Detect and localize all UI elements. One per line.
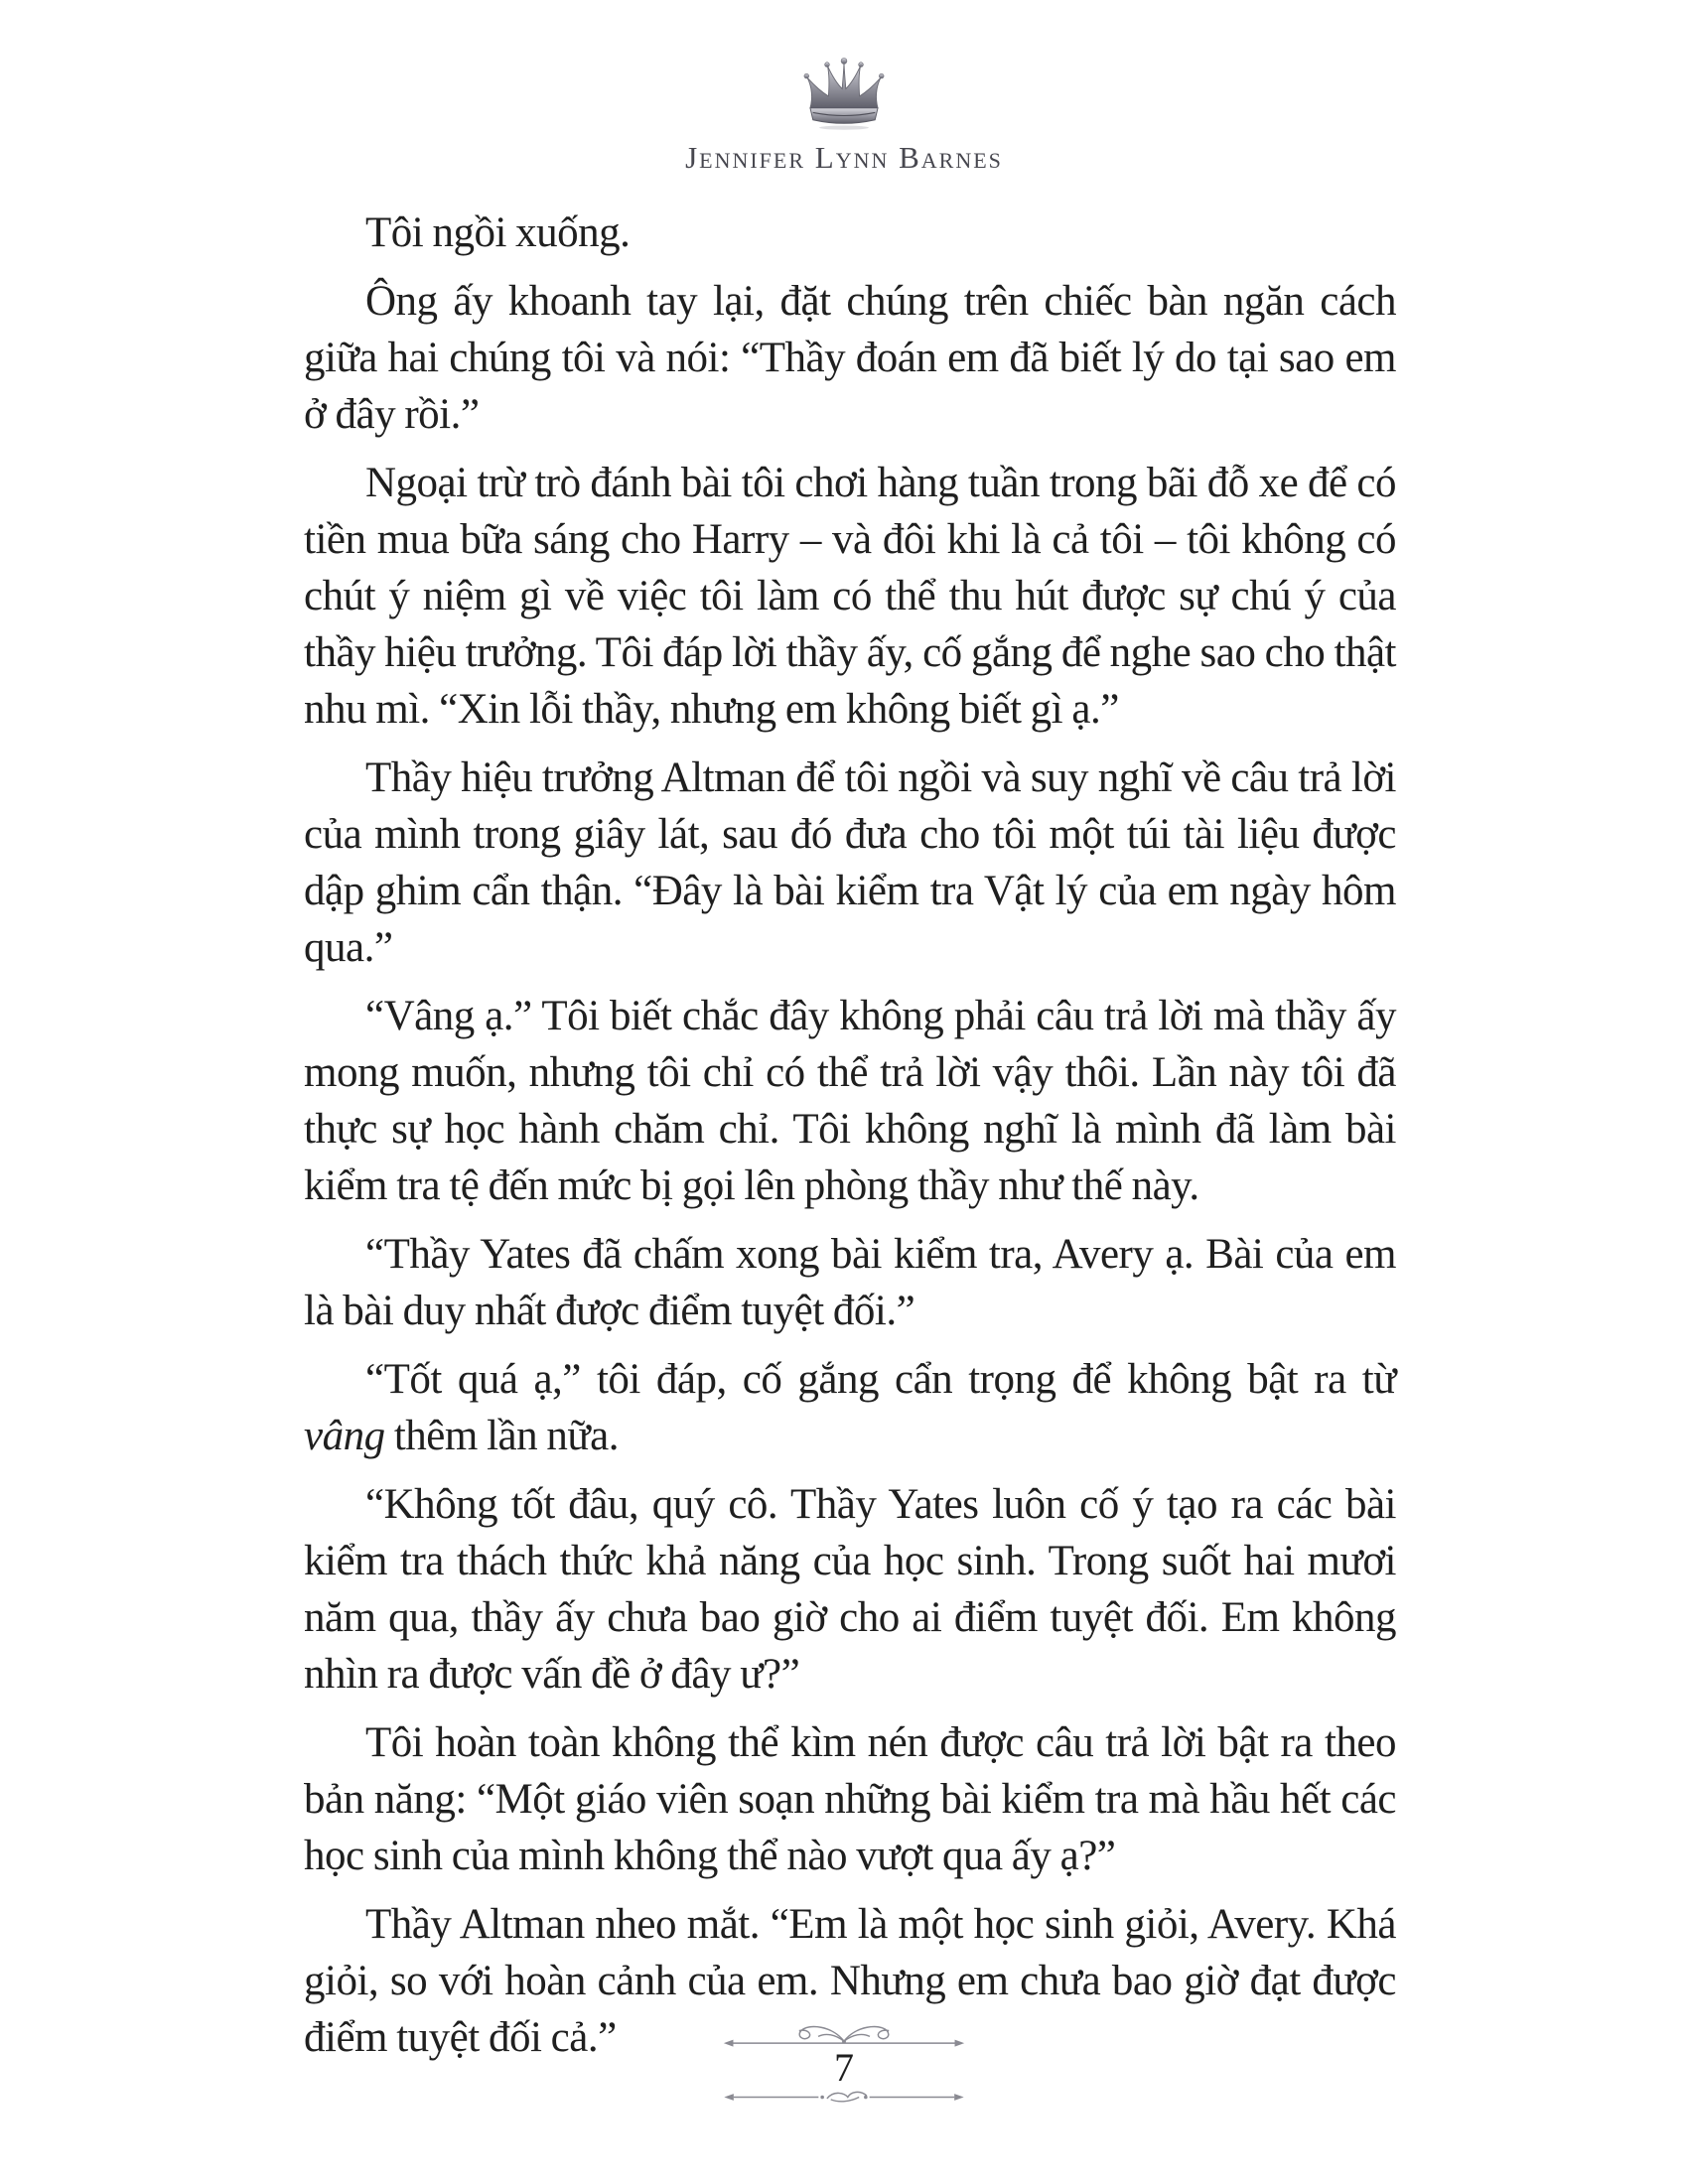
text-run: “Thầy Yates đã chấm xong bài kiểm tra, Avery ạ. Bài của em là bài duy nhất được điểm tuyệt đối.” [304,1231,1396,1334]
emphasis-text: vâng [304,1413,385,1459]
paragraph [304,988,1396,1214]
page-footer [0,2017,1688,2107]
paragraph [304,205,1396,261]
paragraph [304,455,1396,738]
page-header [0,58,1688,176]
text-run: “Vâng ạ.” Tôi biết chắc đây không phải câu trả lời mà thầy ấy mong muốn, nhưng tôi chỉ có thể trả lời vậy thôi. Lần này tôi đã thực sự học hành chăm chỉ. Tôi không nghĩ là mình đã làm bài kiểm tra tệ đến mức bị gọi lên phòng thầy như thế này. [304,993,1396,1209]
paragraph [304,1476,1396,1703]
paragraph [304,1351,1396,1464]
crown-icon [798,58,890,131]
text-run: Ngoại trừ trò đánh bài tôi chơi hàng tuần trong bãi đỗ xe để có tiền mua bữa sáng cho Harry – và đôi khi là cả tôi – tôi không có chút ý niệm gì về việc tôi làm có thể thu hút được sự chú ý của thầy hiệu trưởng. Tôi đáp lời thầy ấy, cố gắng để nghe sao cho thật nhu mì. “Xin lỗi thầy, nhưng em không biết gì ạ.” [304,460,1396,733]
text-run: Thầy hiệu trưởng Altman để tôi ngồi và suy nghĩ về câu trả lời của mình trong giây lát, sau đó đưa cho tôi một túi tài liệu được dập ghim cẩn thận. “Đây là bài kiểm tra Vật lý của em ngày hôm qua.” [304,754,1396,971]
paragraph [304,1714,1396,1884]
page-body [304,205,1396,2078]
paragraph [304,273,1396,443]
text-run: Thầy Altman nheo mắt. “Em là một học sinh giỏi, Avery. Khá giỏi, so với hoàn cảnh của em. Nhưng em chưa bao giờ đạt được điểm tuyệt đối cả.” [304,1901,1396,2061]
flourish-bottom-icon [720,2088,968,2107]
text-run: “Tốt quá ạ,” tôi đáp, cố gắng cẩn trọng để không bật ra từ [365,1356,1396,1403]
text-run: Tôi hoàn toàn không thể kìm nén được câu trả lời bật ra theo bản năng: “Một giáo viên soạn những bài kiểm tra mà hầu hết các học sinh của mình không thể nào vượt qua ấy ạ?” [304,1719,1396,1879]
author-name: Jennifer Lynn Barnes [685,140,1003,175]
page-number: 7 [834,2045,854,2090]
text-run: thêm lần nữa. [384,1413,619,1459]
text-run: “Không tốt đâu, quý cô. Thầy Yates luôn cố ý tạo ra các bài kiểm tra thách thức khả năng của học sinh. Trong suốt hai mươi năm qua, thầy ấy chưa bao giờ cho ai điểm tuyệt đối. Em không nhìn ra được vấn đề ở đây ư?” [304,1481,1396,1698]
paragraph [304,1226,1396,1339]
text-run: Ông ấy khoanh tay lại, đặt chúng trên chiếc bàn ngăn cách giữa hai chúng tôi và nói: “Thầy đoán em đã biết lý do tại sao em ở đây rồi.” [304,278,1396,438]
paragraph [304,750,1396,976]
paragraphs [304,205,1396,2066]
text-run: Tôi ngồi xuống. [365,209,631,256]
